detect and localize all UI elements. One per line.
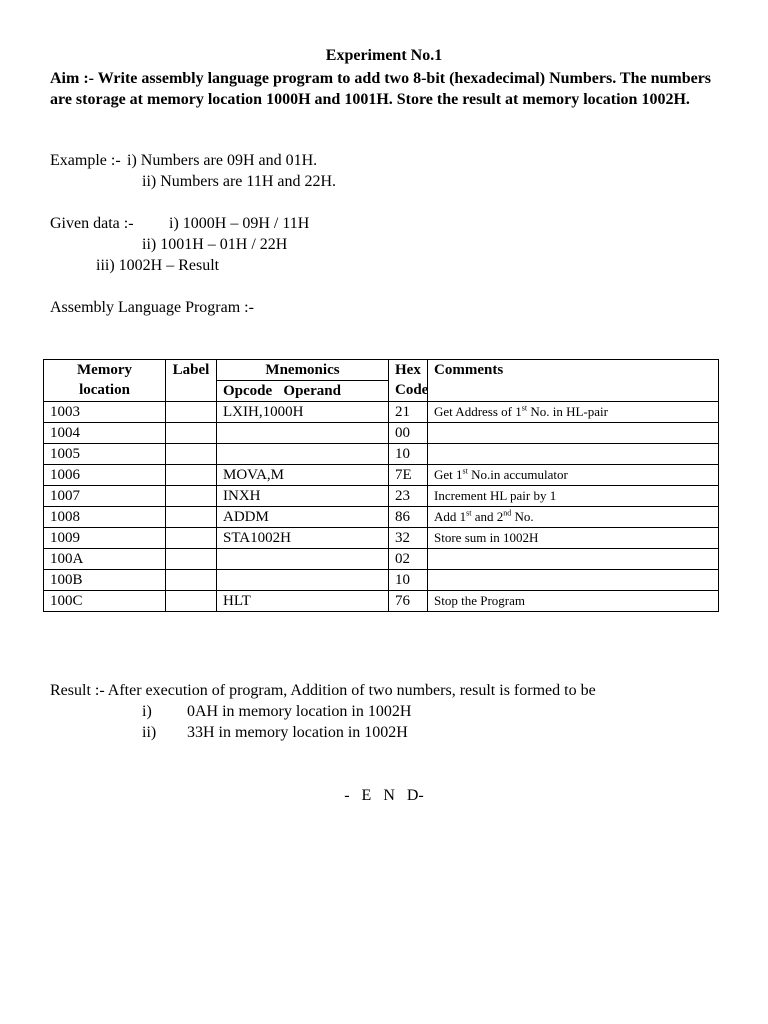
result-intro: Result :- After execution of program, Addition of two numbers, result is formed to be — [50, 682, 596, 699]
mnemonic-cell — [217, 570, 389, 591]
comment-superscript: nd — [503, 508, 512, 518]
memory-location-cell: 1007 — [44, 486, 166, 507]
comment-cell — [428, 507, 719, 528]
comment-cell — [428, 591, 719, 612]
comment-text: Get 1 — [434, 467, 463, 482]
example-line-2: ii) Numbers are 11H and 22H. — [142, 173, 337, 190]
hex-code-cell: 7E — [389, 465, 428, 486]
comment-text: and 2 — [471, 509, 504, 524]
hex-code-cell: 23 — [389, 486, 428, 507]
table-row — [44, 528, 719, 549]
comment-cell — [428, 528, 719, 549]
comment-text: Get Address of 1 — [434, 404, 522, 419]
hex-code-cell: 86 — [389, 507, 428, 528]
given-data-label: Given data :- — [50, 215, 134, 232]
aim-text: Aim :- Write assembly language program to add two 8-bit (hexadecimal) Numbers. The numbers are storage at memory location 1000H and 1001H. Store the result at memory location 1002H. — [50, 70, 712, 108]
table-row — [44, 591, 719, 612]
label-cell — [166, 423, 217, 444]
hex-code-cell: 10 — [389, 444, 428, 465]
program-table — [43, 359, 719, 612]
comment-text: No.in accumulator — [467, 467, 568, 482]
comment-cell — [428, 444, 719, 465]
label-cell — [166, 402, 217, 423]
label-cell — [166, 549, 217, 570]
table-row — [44, 549, 719, 570]
mnemonic-cell: HLT — [217, 591, 389, 612]
mnemonic-cell — [217, 549, 389, 570]
table-row — [44, 444, 719, 465]
memory-location-cell: 1008 — [44, 507, 166, 528]
table-row — [44, 507, 719, 528]
label-cell — [166, 507, 217, 528]
label-cell — [166, 486, 217, 507]
memory-location-cell: 1004 — [44, 423, 166, 444]
result-item-1-number: i) — [142, 703, 152, 720]
result-item-1-text: 0AH in memory location in 1002H — [187, 703, 412, 720]
memory-location-cell: 1005 — [44, 444, 166, 465]
comment-cell — [428, 549, 719, 570]
hex-code-cell: 10 — [389, 570, 428, 591]
label-cell — [166, 570, 217, 591]
header-mnemonics: Mnemonics — [217, 360, 389, 381]
mnemonic-cell: MOVA,M — [217, 465, 389, 486]
example-label: Example :- — [50, 152, 121, 169]
comment-superscript: st — [466, 508, 472, 518]
comment-superscript: st — [521, 403, 528, 413]
mnemonic-cell: LXIH,1000H — [217, 402, 389, 423]
table-row — [44, 402, 719, 423]
example-line-1: i) Numbers are 09H and 01H. — [127, 152, 318, 169]
label-cell — [166, 528, 217, 549]
table-row — [44, 465, 719, 486]
given-data-line-2: ii) 1001H – 01H / 22H — [142, 236, 288, 253]
given-data-line-3: iii) 1002H – Result — [96, 257, 220, 274]
memory-location-cell: 1006 — [44, 465, 166, 486]
hex-code-cell: 21 — [389, 402, 428, 423]
comment-cell — [428, 486, 719, 507]
header-opcode-operand: Opcode Operand — [217, 381, 389, 402]
table-row — [44, 570, 719, 591]
comment-cell — [428, 570, 719, 591]
mnemonic-cell — [217, 423, 389, 444]
header-hex-code: Hex Code — [389, 360, 428, 402]
program-table-body — [44, 402, 719, 612]
comment-cell — [428, 402, 719, 423]
given-data-line-1: i) 1000H – 09H / 11H — [169, 215, 310, 232]
header-memory-location: Memory location — [44, 360, 166, 402]
mnemonic-cell: STA1002H — [217, 528, 389, 549]
label-cell — [166, 465, 217, 486]
end-marker: - E N D- — [344, 787, 424, 804]
program-table-header — [44, 360, 719, 402]
hex-code-cell: 02 — [389, 549, 428, 570]
experiment-title: Experiment No.1 — [325, 47, 443, 64]
comment-text: No. — [511, 509, 534, 524]
result-item-2-text: 33H in memory location in 1002H — [187, 724, 408, 741]
comment-text: Stop the Program — [434, 593, 525, 608]
memory-location-cell: 1009 — [44, 528, 166, 549]
comment-text: Increment HL pair by 1 — [434, 488, 557, 503]
comment-text: Add 1 — [434, 509, 467, 524]
memory-location-cell: 100C — [44, 591, 166, 612]
comment-superscript: st — [462, 466, 468, 476]
hex-code-cell: 76 — [389, 591, 428, 612]
hex-code-cell: 00 — [389, 423, 428, 444]
mnemonic-cell: INXH — [217, 486, 389, 507]
memory-location-cell: 1003 — [44, 402, 166, 423]
comment-cell — [428, 423, 719, 444]
memory-location-cell: 100A — [44, 549, 166, 570]
mnemonic-cell — [217, 444, 389, 465]
header-label: Label — [166, 360, 217, 402]
mnemonic-cell: ADDM — [217, 507, 389, 528]
table-row — [44, 423, 719, 444]
table-row — [44, 486, 719, 507]
hex-code-cell: 32 — [389, 528, 428, 549]
alp-heading: Assembly Language Program :- — [50, 299, 254, 316]
comment-text: Store sum in 1002H — [434, 530, 539, 545]
comment-text: No. in HL-pair — [527, 404, 608, 419]
label-cell — [166, 444, 217, 465]
result-item-2-number: ii) — [142, 724, 157, 741]
header-comments: Comments — [428, 360, 719, 402]
comment-cell — [428, 465, 719, 486]
memory-location-cell: 100B — [44, 570, 166, 591]
label-cell — [166, 591, 217, 612]
